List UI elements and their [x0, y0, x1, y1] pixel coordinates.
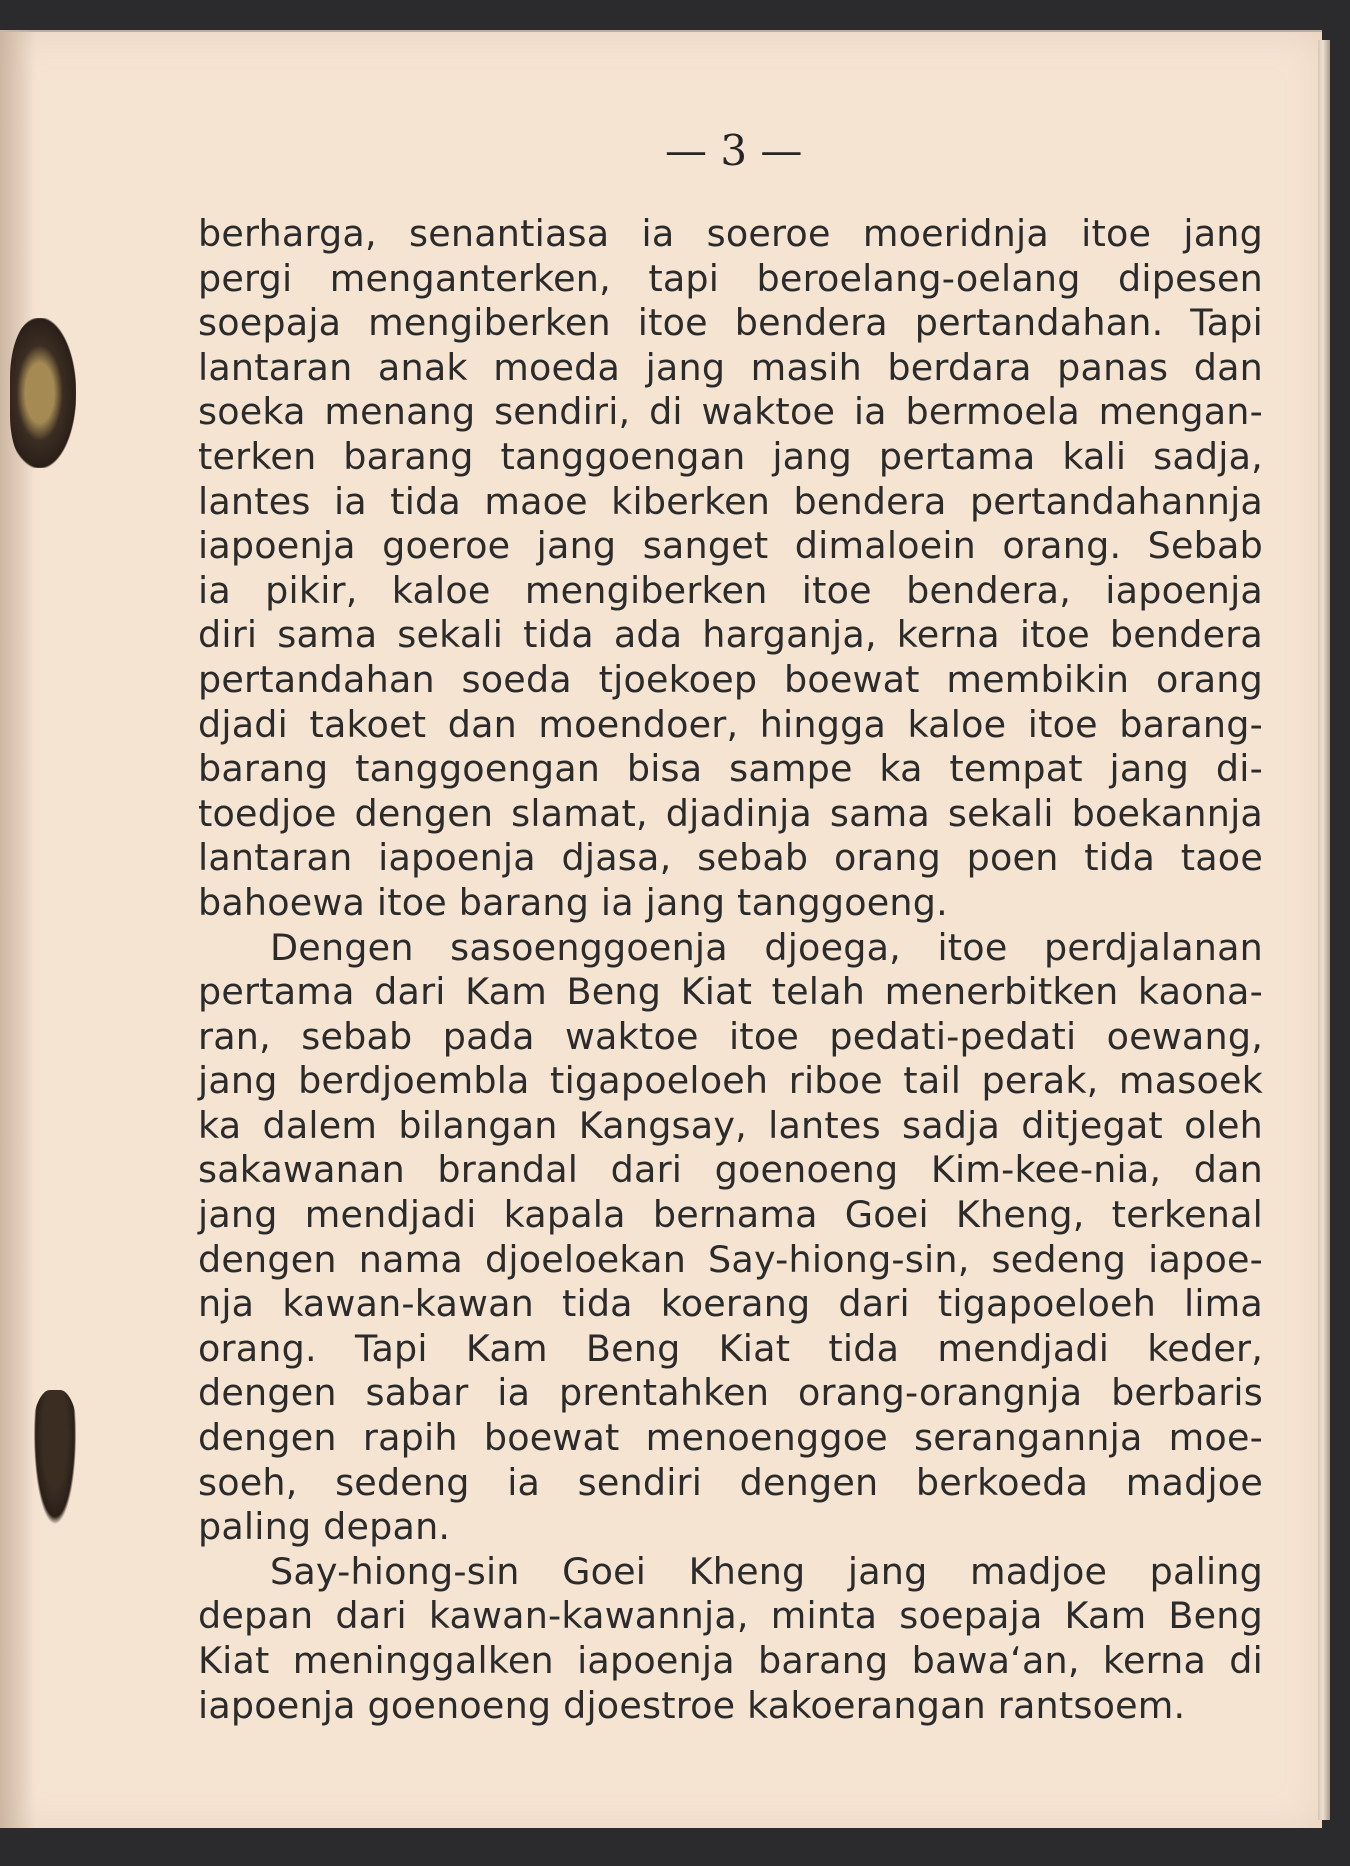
text-line: iapoenja goenoeng djoestroe kakoerangan rantsoem.	[198, 1683, 1186, 1727]
text-line: jang berdjoembla tigapoeloeh riboe tail perak, masoek	[198, 1059, 1263, 1103]
text-line: dengen sabar ia prentahken orang-orangnja berbaris	[198, 1371, 1263, 1415]
text-line: dengen nama djoeloekan Say-hiong-sin, sedeng iapoe-	[198, 1237, 1263, 1281]
text-line: Say-hiong-sin Goei Kheng jang madjoe paling	[270, 1549, 1263, 1593]
text-line: soepaja mengiberken itoe bendera pertandahan. Tapi	[198, 301, 1263, 345]
text-line: depan dari kawan-kawannja, minta soepaja Kam Beng	[198, 1594, 1263, 1638]
text-line: soeh, sedeng ia sendiri dengen berkoeda madjoe	[198, 1460, 1263, 1504]
paragraph	[198, 926, 1263, 1550]
text-line: lantaran anak moeda jang masih berdara panas dan	[198, 345, 1263, 389]
text-line: pergi menganterken, tapi beroelang-oelang dipesen	[198, 256, 1263, 300]
text-line: berharga, senantiasa ia soeroe moeridnja itoe jang	[198, 212, 1263, 255]
text-line: ran, sebab pada waktoe itoe pedati-pedati oewang,	[198, 1014, 1263, 1058]
text-line: pertandahan soeda tjoekoep boewat membikin orang	[198, 657, 1263, 701]
text-line: paling depan.	[198, 1505, 451, 1549]
text-line: Dengen sasoenggoenja djoega, itoe perdjalanan	[270, 925, 1263, 969]
text-line: lantaran iapoenja djasa, sebab orang poen tida taoe	[198, 836, 1263, 880]
page-edge	[1318, 40, 1330, 1820]
text-line: bahoewa itoe barang ia jang tanggoeng.	[198, 880, 948, 924]
text-line: soeka menang sendiri, di waktoe ia bermoela mengan-	[198, 390, 1263, 434]
text-line: sakawanan brandal dari goenoeng Kim-kee-nia, dan	[198, 1148, 1263, 1192]
binding-hole-bottom	[30, 1390, 80, 1540]
text-line: orang. Tapi Kam Beng Kiat tida mendjadi keder,	[198, 1326, 1263, 1370]
text-line: djadi takoet dan moendoer, hingga kaloe itoe barang-	[198, 702, 1263, 746]
text-line: diri sama sekali tida ada harganja, kerna itoe bendera	[198, 613, 1263, 657]
text-line: ka dalem bilangan Kangsay, lantes sadja ditjegat oleh	[198, 1103, 1263, 1147]
text-line: barang tanggoengan bisa sampe ka tempat jang di-	[198, 747, 1263, 791]
text-line: pertama dari Kam Beng Kiat telah menerbitken kaona-	[198, 970, 1263, 1014]
text-line: Kiat meninggalken iapoenja barang bawa‘an, kerna di	[198, 1639, 1263, 1682]
spine-shadow	[0, 30, 36, 1830]
text-line: nja kawan-kawan tida koerang dari tigapoeloeh lima	[198, 1282, 1263, 1326]
page-number: — 3 —	[665, 126, 803, 175]
body-text	[198, 212, 1263, 1728]
text-line: jang mendjadi kapala bernama Goei Kheng, terkenal	[198, 1193, 1263, 1237]
scanner-background	[0, 1828, 1350, 1866]
text-line: terken barang tanggoengan jang pertama kali sadja,	[198, 434, 1263, 478]
text-line: iapoenja goeroe jang sanget dimaloein orang. Sebab	[198, 524, 1263, 568]
text-line: ia pikir, kaloe mengiberken itoe bendera, iapoenja	[198, 568, 1263, 612]
text-line: lantes ia tida maoe kiberken bendera pertandahannja	[198, 479, 1263, 523]
paragraph	[198, 1550, 1263, 1728]
paragraph	[198, 212, 1263, 926]
text-line: dengen rapih boewat menoenggoe serangannja moe-	[198, 1416, 1263, 1460]
binding-hole-top	[10, 318, 76, 468]
text-line: toedjoe dengen slamat, djadinja sama sekali boekannja	[198, 791, 1263, 835]
